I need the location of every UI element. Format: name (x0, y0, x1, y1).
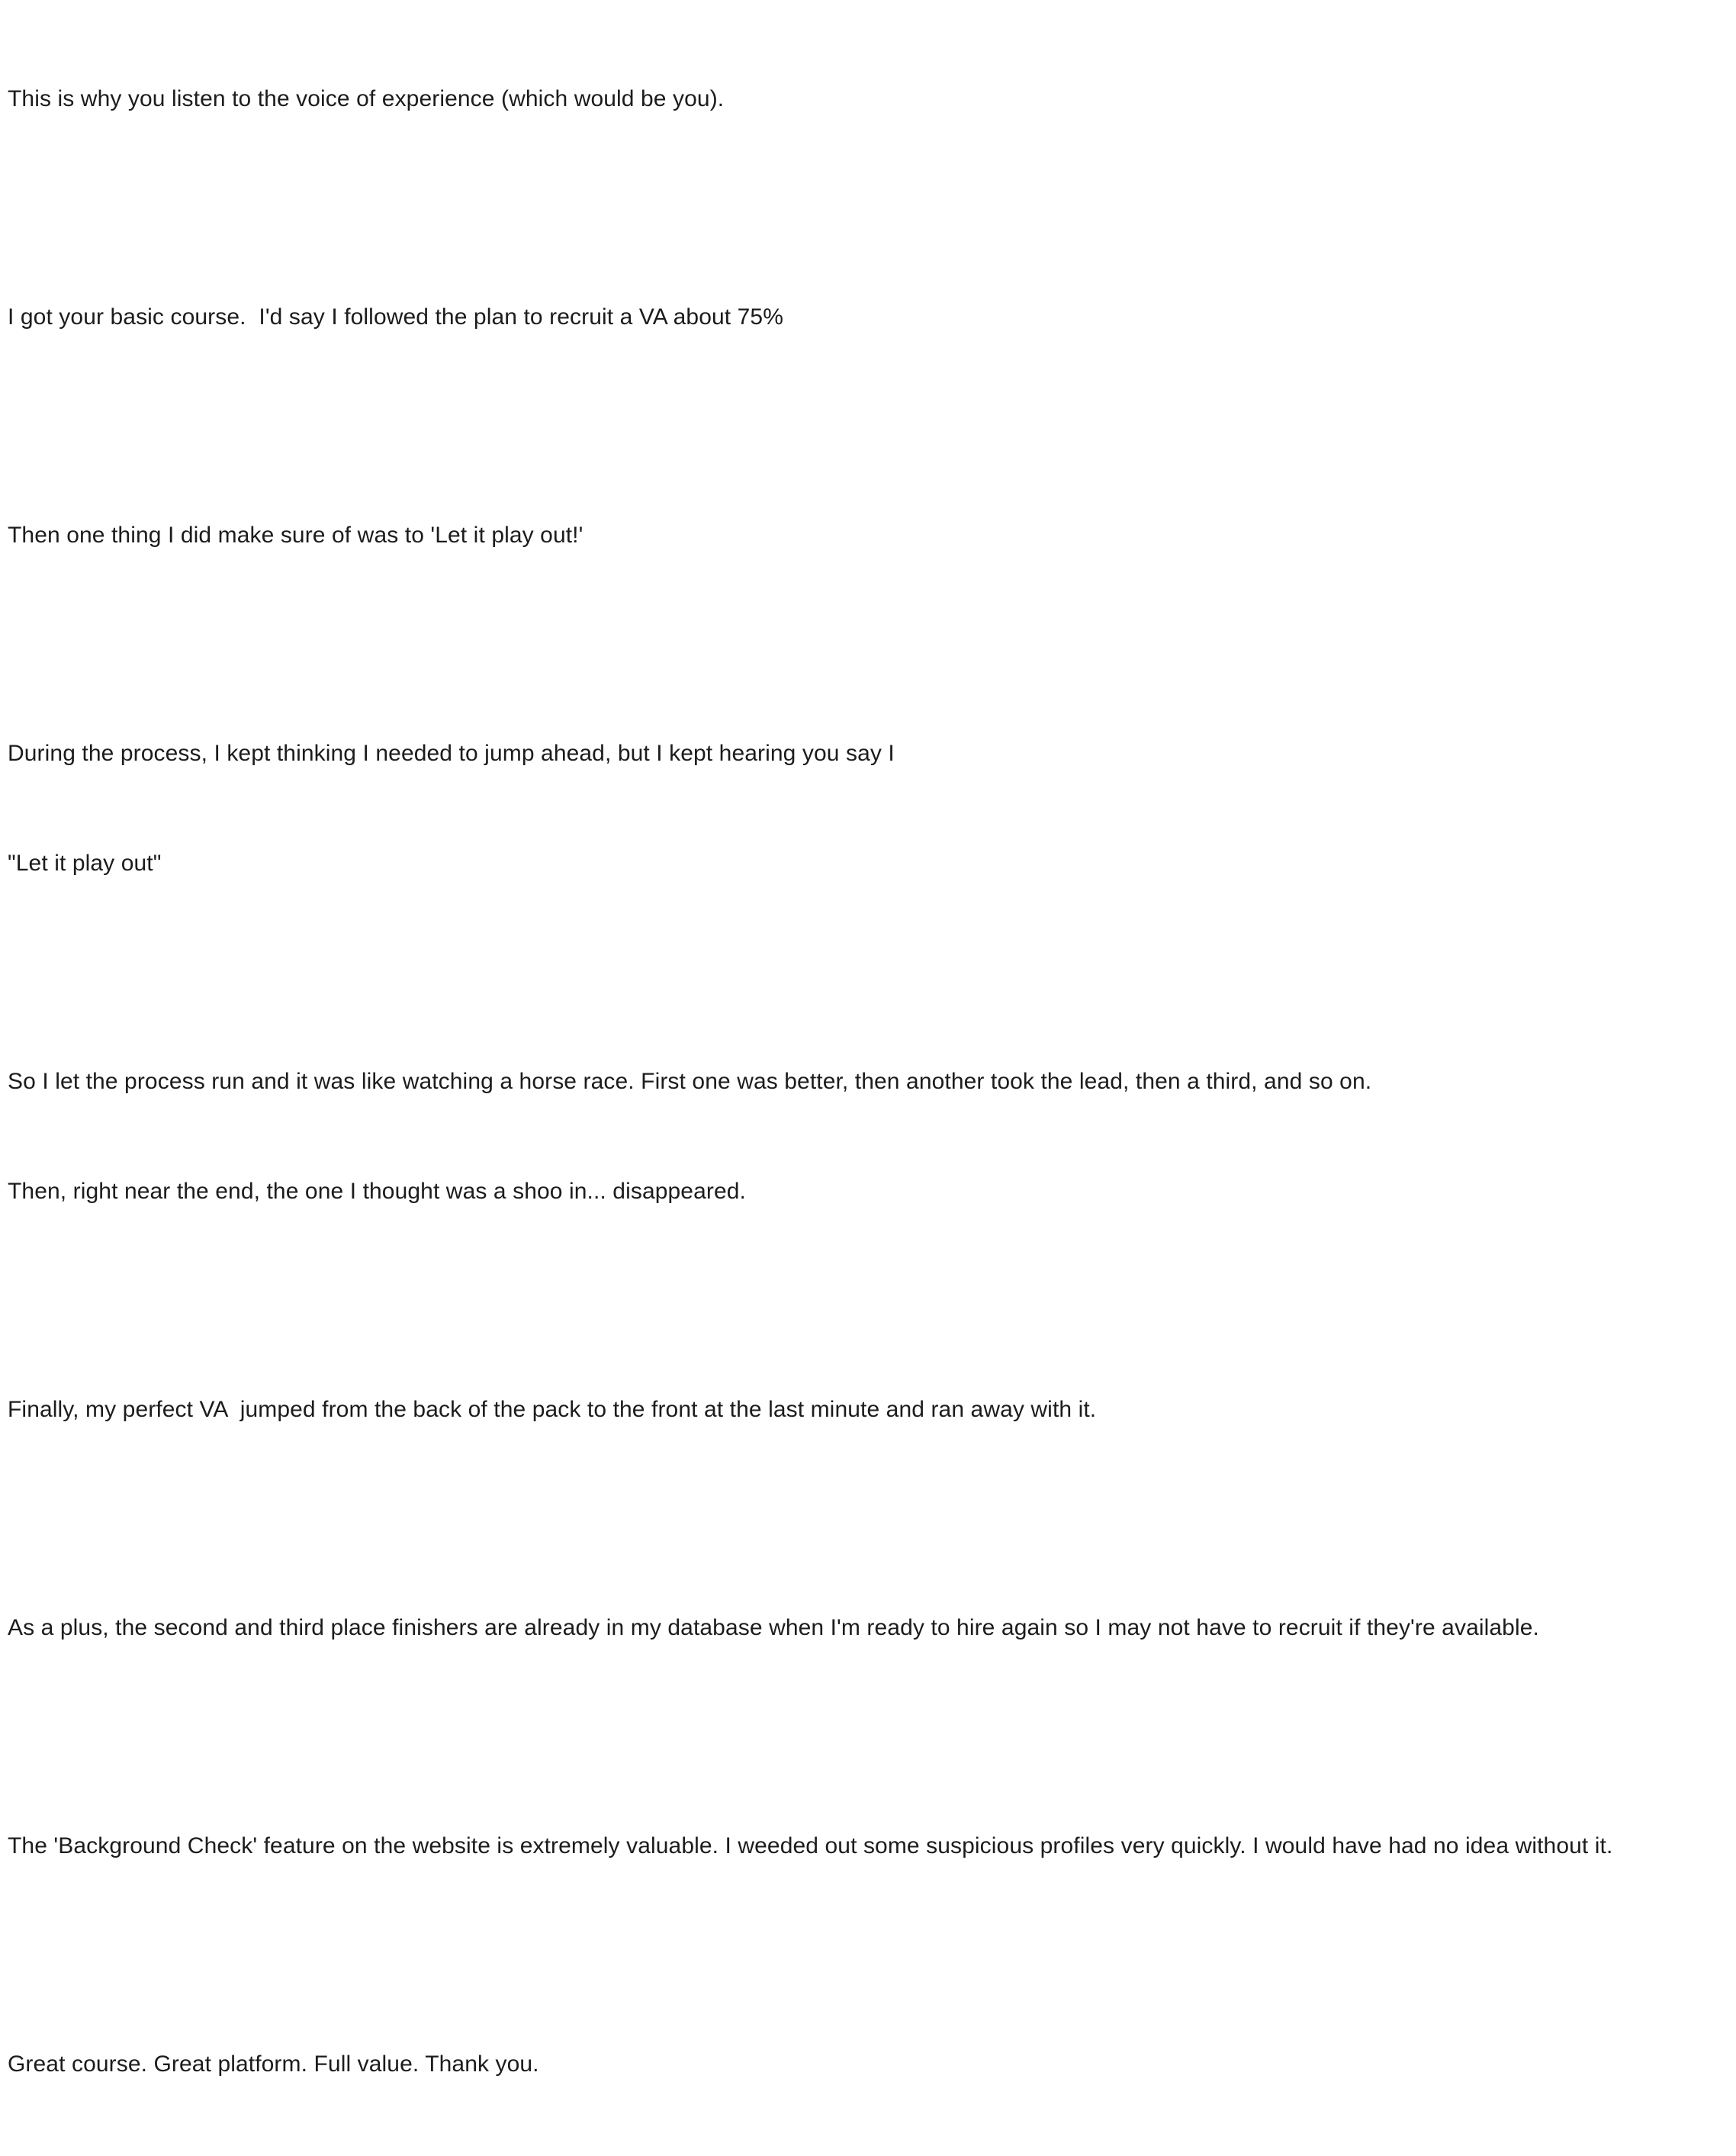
paragraph (8, 1755, 1736, 1938)
text-line: Finally, my perfect VA jumped from the back of the pack to the front at the last minute and ran away with it. (8, 1397, 1097, 1422)
text-line: Then one thing I did make sure of was to 'Let it play out!' (8, 523, 583, 548)
paragraph (8, 990, 1736, 1283)
text-line: This is why you listen to the voice of experience (which would be you). (8, 86, 725, 111)
text-line: Great course. Great platform. Full value. Thank you. (8, 2051, 539, 2077)
paragraph (8, 226, 1736, 409)
text-line: "Let it play out" (8, 851, 162, 876)
text-line: So I let the process run and it was like watching a horse race. First one was better, then another took the lead, then a third, and so on. (8, 1069, 1372, 1094)
paragraph (8, 444, 1736, 627)
paragraph (8, 8, 1736, 191)
text-line: As a plus, the second and third place finishers are already in my database when I'm ready to hire again so I may not have to recruit if they're available. (8, 1615, 1539, 1640)
paragraph (8, 1973, 1736, 2156)
paragraph (8, 1537, 1736, 1720)
text-line: The 'Background Check' feature on the website is extremely valuable. I weeded out some suspicious profiles very quickly. I would have had no idea without it. (8, 1833, 1613, 1858)
text-line: During the process, I kept thinking I needed to jump ahead, but I kept hearing you say I (8, 741, 895, 766)
text-line: I got your basic course. I'd say I followed the plan to recruit a VA about 75% (8, 304, 783, 330)
text-line: Then, right near the end, the one I thought was a shoo in... disappeared. (8, 1179, 746, 1204)
paragraph (8, 1318, 1736, 1501)
paragraph (8, 662, 1736, 955)
